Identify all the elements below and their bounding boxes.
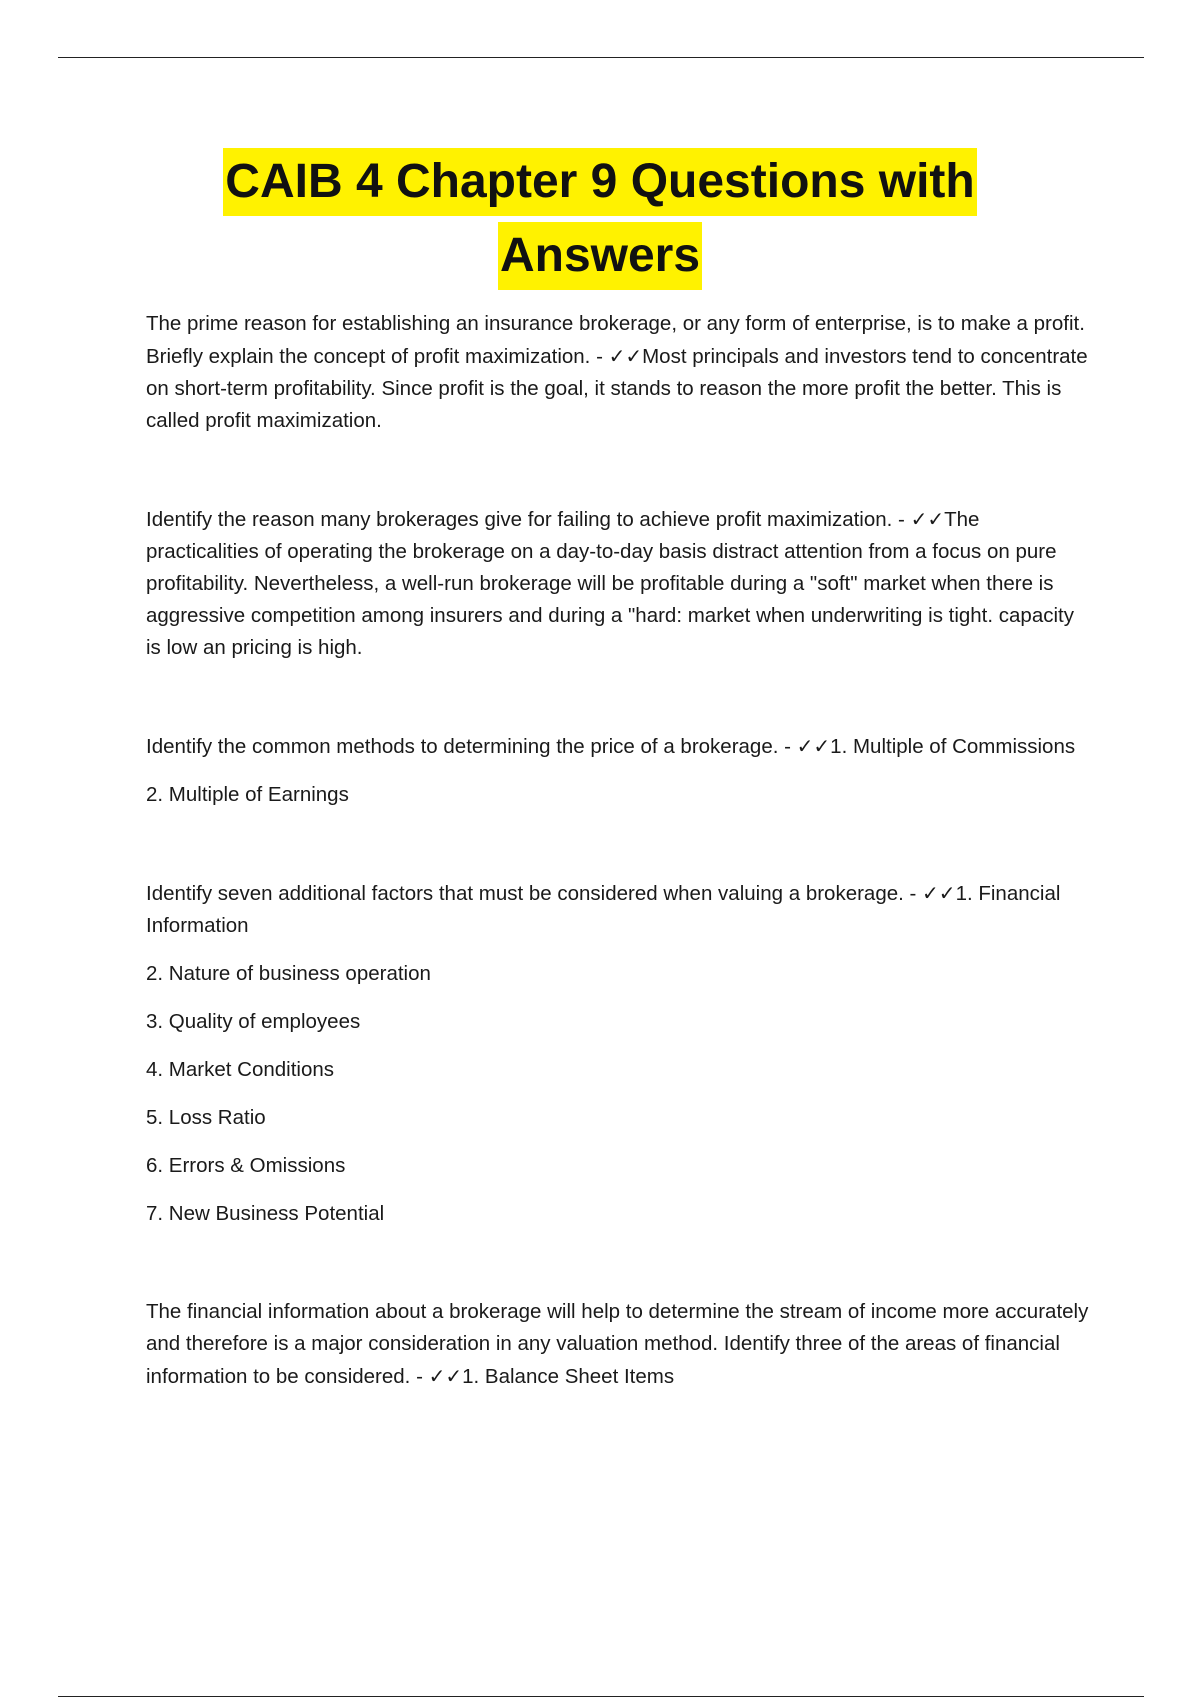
check-mark-icon: ✓✓ (428, 1364, 463, 1388)
qa-block (146, 503, 1090, 664)
qa-paragraph (146, 308, 1090, 437)
qa-paragraph (146, 503, 1090, 664)
question-text: Identify seven additional factors that must be considered when valuing a brokerage. - (146, 882, 923, 905)
check-mark-icon: ✓✓ (910, 507, 945, 531)
question-text: Identify the reason many brokerages give for failing to achieve profit maximization. - (146, 508, 911, 531)
answer-text: 1. Multiple of Commissions (830, 735, 1076, 758)
check-mark-icon: ✓✓ (796, 734, 831, 758)
answer-text: The practicalities of operating the brokerage on a day-to-day basis distract attention from a focus on pure profitability. Nevertheless, a well-run brokerage will be profitable during a "soft" market when there is aggressive competition among insurers and during a "hard: market when underwriting is tight. capacity is low an pricing is high. (146, 508, 1074, 659)
qa-content (146, 308, 1090, 1459)
list-item: 5. Loss Ratio (146, 1106, 266, 1129)
list-item: 2. Multiple of Earnings (146, 783, 349, 806)
question-text: The prime reason for establishing an insurance brokerage, or any form of enterprise, is to make a profit. Briefly explain the concept of profit maximization. - (146, 312, 1085, 368)
page-title (0, 148, 1200, 290)
answer-text: Most principals and investors tend to concentrate on short-term profitability. Since profit is the goal, it stands to reason the more profit the better. This is called profit maximization. (146, 345, 1088, 432)
top-rule (58, 57, 1144, 58)
question-text: The financial information about a brokerage will help to determine the stream of income more accurately and therefore is a major consideration in any valuation method. Identify three of the areas of financial information to be considered. - (146, 1300, 1089, 1388)
qa-block (146, 877, 1090, 1230)
list-item: 7. New Business Potential (146, 1202, 385, 1225)
qa-paragraph (146, 1296, 1090, 1393)
list-item: 2. Nature of business operation (146, 962, 431, 985)
answer-text: 1. Financial Information (146, 882, 1061, 937)
qa-block (146, 1296, 1090, 1393)
check-mark-icon: ✓✓ (922, 881, 956, 905)
list-item: 6. Errors & Omissions (146, 1154, 346, 1177)
qa-paragraph (146, 730, 1090, 763)
question-text: Identify the common methods to determining the price of a brokerage. - (146, 735, 797, 758)
title-line-1: CAIB 4 Chapter 9 Questions with (223, 148, 976, 216)
qa-paragraph (146, 877, 1090, 942)
bottom-rule (58, 1696, 1144, 1697)
list-item: 4. Market Conditions (146, 1058, 335, 1081)
qa-block (146, 308, 1090, 437)
answer-text: 1. Balance Sheet Items (462, 1365, 675, 1388)
title-line-2: Answers (498, 222, 702, 290)
list-item: 3. Quality of employees (146, 1010, 361, 1033)
qa-block (146, 730, 1090, 811)
check-mark-icon: ✓✓ (608, 344, 643, 368)
